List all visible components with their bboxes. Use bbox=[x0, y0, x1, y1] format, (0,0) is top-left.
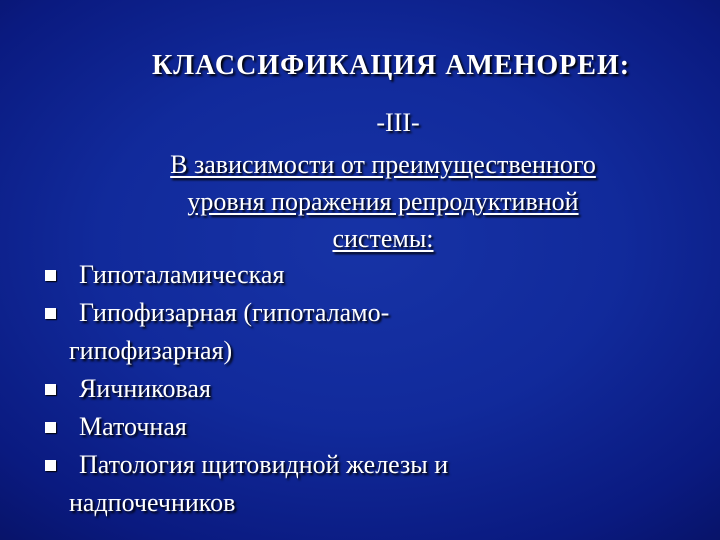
square-bullet-icon bbox=[45, 270, 56, 281]
square-bullet-icon bbox=[45, 422, 56, 433]
list-item bbox=[40, 370, 700, 408]
list-item-text: Яичниковая bbox=[79, 374, 211, 403]
list-item-text-continued: гипофизарная) bbox=[69, 336, 233, 365]
list-item bbox=[40, 294, 700, 370]
square-bullet-icon bbox=[45, 308, 56, 319]
classification-list bbox=[40, 256, 700, 522]
list-item bbox=[40, 446, 700, 522]
list-item-text: Гипоталамическая bbox=[79, 260, 285, 289]
list-item-text: Патология щитовидной железы и bbox=[79, 450, 449, 479]
section-heading-line-3: системы: bbox=[332, 224, 434, 253]
section-heading-line-1: В зависимости от преимущественного bbox=[170, 150, 596, 179]
section-heading-line-2: уровня поражения репродуктивной bbox=[187, 187, 579, 216]
list-item bbox=[40, 256, 700, 294]
square-bullet-icon bbox=[45, 384, 56, 395]
list-item-text: Гипофизарная (гипоталамо- bbox=[79, 298, 390, 327]
square-bullet-icon bbox=[45, 460, 56, 471]
list-item-text-continued: надпочечников bbox=[69, 488, 236, 517]
section-heading bbox=[58, 146, 708, 257]
list-item-text: Маточная bbox=[79, 412, 187, 441]
slide-title: КЛАССИФИКАЦИЯ АМЕНОРЕИ: bbox=[151, 50, 631, 81]
list-item bbox=[40, 408, 700, 446]
slide-subtitle: -III- bbox=[376, 108, 420, 137]
